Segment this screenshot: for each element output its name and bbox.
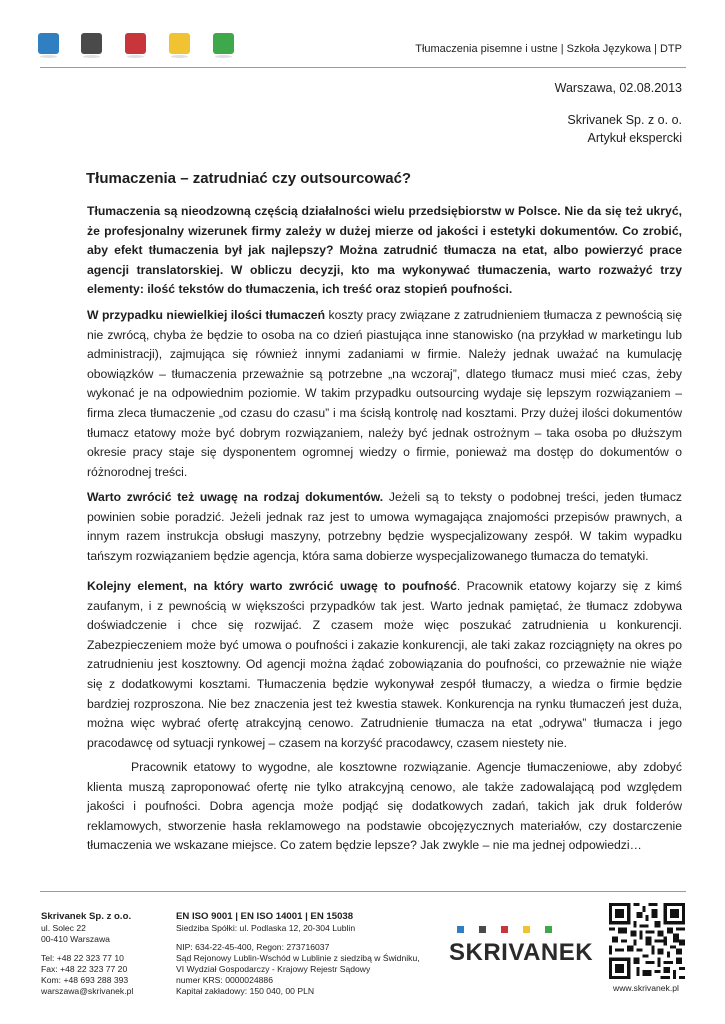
brand-square-green	[213, 33, 234, 54]
footer-krs: numer KRS: 0000024886	[176, 975, 273, 985]
paragraph-confidentiality	[87, 577, 682, 753]
paragraph-document-type-lead: Warto zwrócić też uwagę na rodzaj dokumentów.	[87, 490, 384, 504]
document-date: Warszawa, 02.08.2013	[554, 81, 682, 95]
footer-company-name: Skrivanek Sp. z o.o.	[41, 911, 132, 922]
article-title: Tłumaczenia – zatrudniać czy outsourcować?	[86, 170, 412, 187]
company-name: Skrivanek Sp. z o. o.	[567, 113, 682, 127]
skrivanek-logo: SKRIVANEK	[449, 939, 594, 966]
footer-ids: NIP: 634-22-45-400, Regon: 273716037	[176, 942, 330, 952]
footer-court-1: Sąd Rejonowy Lublin-Wschód w Lublinie z siedzibą w Świdniku,	[176, 953, 420, 963]
paragraph-confidentiality-body: . Pracownik etatowy kojarzy się z kimś zaufanym, i z pewnością w większości przypadków tak jest. Warto jednak pamiętać, że tłumacz zdobywa doświadczenie i chce się rozwijać. Z czasem może więc poszukać zatrudnienia u konkurencji. Zabezpieczeniem może być umowa o poufności i zakazie konkurencji, ale taki zakaz rozciągnięty na okres po zatrudnieniu jest kosztowny. Od agencji można żądać zobowiązania do poufności, co przeważnie nie wiąże się z dodatkowymi kosztami. Tłumaczenia będzie wykonywał zespół tłumaczy, a wiedza o firmie będzie bardziej rozproszona. Nie bez znaczenia jest też kwestia stawek. Konkurencja na rynku tłumaczeń jest duża, można więc wybrać ofertę atrakcyjną cenowo. Zatrudnienie tłumacza na etat „odrywa” tłumacza i jego pracodawcę od sytuacji rynkowej – czasem na korzyść pracodawcy, czasem niestety nie.	[87, 579, 682, 750]
footer-fax: Fax: +48 22 323 77 20	[41, 964, 128, 974]
footer-divider	[40, 891, 686, 892]
footer-mobile: Kom: +48 693 288 393	[41, 975, 129, 985]
brand-square-yellow	[169, 33, 190, 54]
brand-square-red	[125, 33, 146, 54]
footer-tel: Tel: +48 22 323 77 10	[41, 953, 124, 963]
paragraph-conclusion: Pracownik etatowy to wygodne, ale kosztowne rozwiązanie. Agencje tłumaczeniowe, aby zdobyć klienta muszą zaproponować ofertę nie tylko atrakcyjną cenowo, ale także zadowalającą pod względem jakości i poufności. Dobra agencja może podjąć się dodatkowych zadań, takich jak druk folderów reklamowych, stworzenie hasła reklamowego na podstawie obcojęzycznych materiałów, czy dostarczenie tłumaczenia we wskazane miejsce. Co zatem będzie lepsze? Jak zwykle – nie ma jednej odpowiedzi…	[87, 760, 682, 853]
footer-iso: EN ISO 9001 | EN ISO 14001 | EN 15038	[176, 911, 354, 922]
logo-dot-yellow	[523, 926, 530, 933]
header-divider	[40, 67, 686, 68]
paragraph-quantity	[87, 306, 682, 482]
footer-email[interactable]: warszawa@skrivanek.pl	[41, 986, 134, 996]
footer-website-link[interactable]: www.skrivanek.pl	[613, 983, 679, 993]
logo-dot-green	[545, 926, 552, 933]
footer-court-2: VI Wydział Gospodarczy - Krajowy Rejestr Sądowy	[176, 964, 371, 974]
article-intro: Tłumaczenia są nieodzowną częścią działalności wielu przedsiębiorstw w Polsce. Nie da się też ukryć, że profesjonalny wizerunek firmy zależy w dużej mierze od jakości i estetyki dokumentów. Co zrobić, aby efekt tłumaczenia był jak najlepszy? Można zatrudnić tłumacza na etat, albo powierzyć prace agencji translatorskiej. W obliczu decyzji, kto ma wykonywać tłumaczenia, warto rozważyć trzy elementy: ilość tekstów do tłumaczenia, ich treść oraz stopień poufności.	[87, 204, 682, 297]
footer-registration	[176, 911, 420, 997]
logo-dot-red	[501, 926, 508, 933]
footer-seat: Siedziba Spółki: ul. Podlaska 12, 20-304 Lublin	[176, 923, 356, 933]
brand-square-blue	[38, 33, 59, 54]
footer-contact	[41, 911, 133, 997]
paragraph-quantity-body: koszty pracy związane z zatrudnieniem tłumacza z pewnością się nie zwrócą, chyba że będzie to osoba na co dzień piastująca inne stanowisko (na przykład w marketingu lub administracji), zajmująca się również innymi zadaniami w firmie. Należy jednak uważać na kumulację obowiązków – tłumaczenia przeważnie są potrzebne „na wczoraj”, dlatego tłumacz musi mieć czas, żeby wykonać je na odpowiednim poziomie. W takim przypadku outsourcing wydaje się lepszym rozwiązaniem – firma zleca tłumaczenie „od czasu do czasu” i ma ścisłą kontrolę nad kosztami. Przy dużej ilości dokumentów tłumacz etatowy może być dobrym rozwiązaniem, należy być jednak ostrożnym – taka osoba po dłuższym okresie pracy staje się dysponentem ogromnej wiedzy o firmie, ponieważ ma dostęp do dokumentów o różnorodnej treści.	[87, 308, 682, 479]
footer-city: 00-410 Warszawa	[41, 934, 110, 944]
header-tagline: Tłumaczenia pisemne i ustne | Szkoła Językowa | DTP	[415, 43, 682, 55]
paragraph-document-type	[87, 488, 682, 566]
paragraph-quantity-lead: W przypadku niewielkiej ilości tłumaczeń	[87, 308, 326, 322]
qr-code-icon	[609, 903, 685, 979]
document-type: Artykuł ekspercki	[587, 131, 682, 145]
paragraph-confidentiality-lead: Kolejny element, na który warto zwrócić uwagę to poufność	[87, 579, 457, 593]
brand-square-grey	[81, 33, 102, 54]
footer-street: ul. Solec 22	[41, 923, 86, 933]
paragraph-document-type-body: Jeżeli są to teksty o podobnej treści, jeden tłumacz powinien sobie poradzić. Jeżeli jednak raz jest to umowa wymagająca znajomości przepisów prawnych, a innym razem instrukcja obsługi maszyny, potrzebny będzie wyspecjalizowany zespół. W takim wypadku tańszym rozwiązaniem będzie agencja, która sama dobierze wyspecjalizowanego tłumacza do tematyki.	[87, 490, 683, 563]
logo-dot-grey	[479, 926, 486, 933]
logo-dot-blue	[457, 926, 464, 933]
footer-capital: Kapitał zakładowy: 150 040, 00 PLN	[176, 986, 315, 996]
